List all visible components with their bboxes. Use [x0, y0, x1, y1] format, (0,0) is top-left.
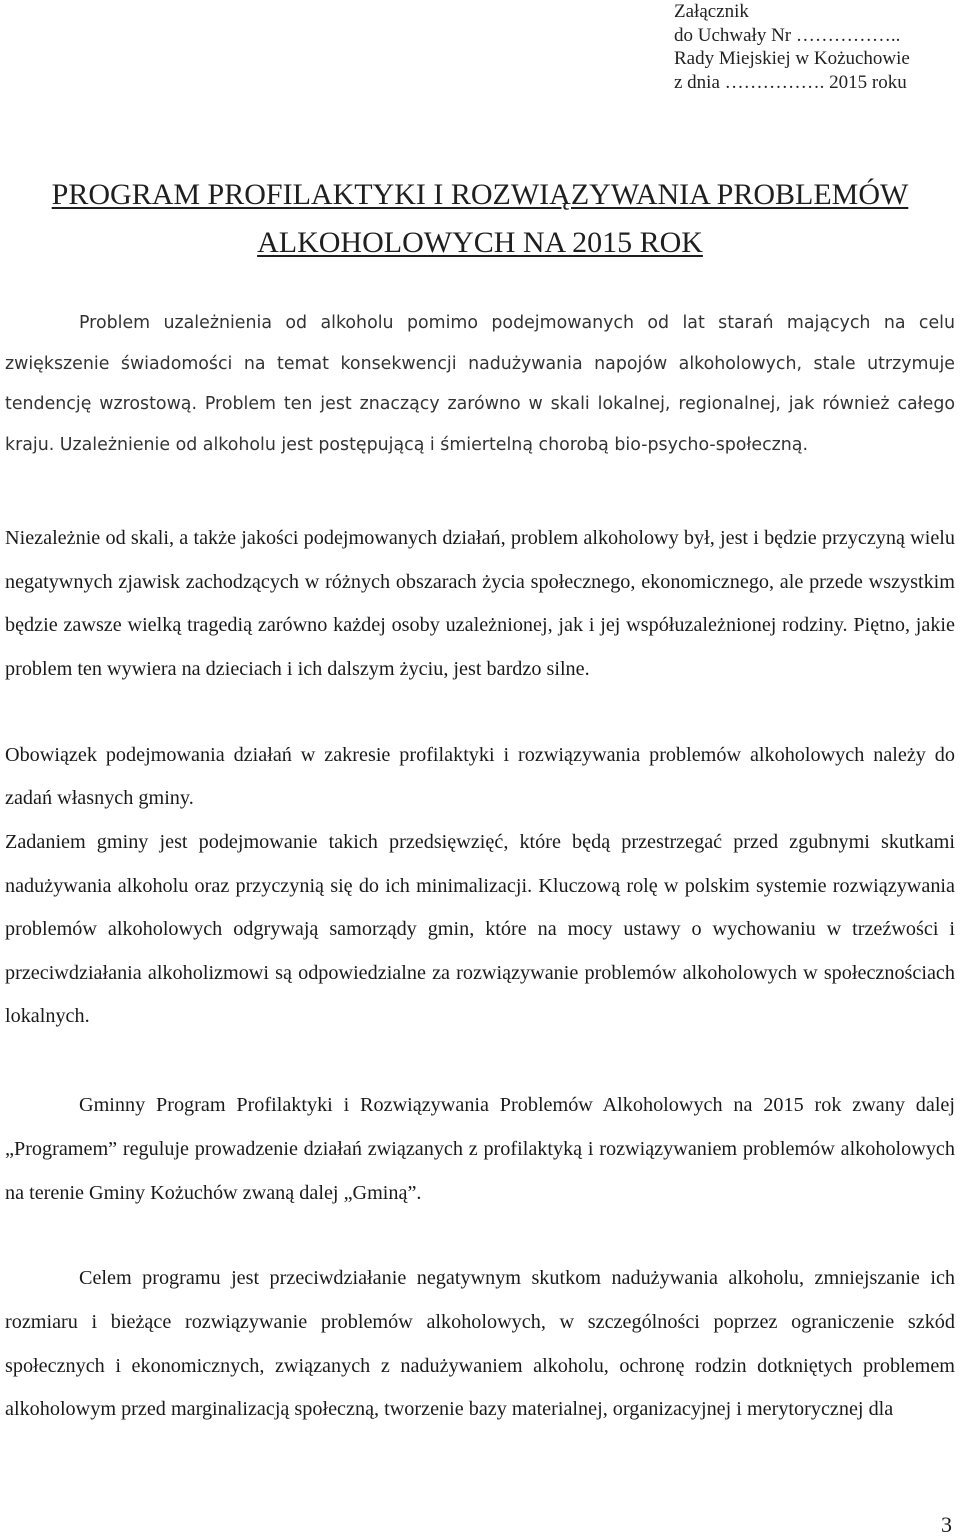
- header-line-attachment: Załącznik: [674, 1, 749, 22]
- title-line-2: ALKOHOLOWYCH NA 2015 ROK: [257, 226, 703, 259]
- paragraph-intro-text: Problem uzależnienia od alkoholu pomimo podejmowanych od lat starań mających na celu zwiększenie świadomości na temat konsekwencji nadużywania napojów alkoholowych, stale utrzymuje tendencję wzrostową. Problem ten jest znaczący zarówno w skali lokalnej, regionalnej, jak również całego kraju. Uzależnienie od alkoholu jest postępującą i śmiertelną chorobą bio-psycho-społeczną.: [5, 313, 955, 455]
- paragraph-program-text: Gminny Program Profilaktyki i Rozwiązywania Problemów Alkoholowych na 2015 rok zwany dalej „Programem” reguluje prowadzenie działań związanych z profilaktyką i rozwiązywaniem problemów alkoholowych na terenie Gminy Kożuchów zwaną dalej „Gminą”.: [5, 1094, 955, 1204]
- header-line-date: z dnia ……………. 2015 roku: [674, 71, 907, 93]
- paragraph-intro: [5, 303, 955, 465]
- header-line-council: Rady Miejskiej w Kożuchowie: [674, 48, 910, 69]
- paragraph-goal: [5, 1257, 955, 1432]
- attachment-header: [674, 0, 960, 94]
- paragraph-program: [5, 1083, 955, 1215]
- page-number: 3: [941, 1512, 952, 1537]
- paragraph-scale: Niezależnie od skali, a także jakości podejmowanych działań, problem alkoholowy był, jest i będzie przyczyną wielu negatywnych zjawisk zachodzących w różnych obszarach życia społecznego, ekonomicznego, ale przede wszystkim będzie zawsze wielką tragedią zarówno każdej osoby uzależnionej, jak i jej współuzależnionej rodziny. Piętno, jakie problem ten wywiera na dzieciach i ich dalszym życiu, jest bardzo silne.: [5, 527, 955, 680]
- paragraph-goal-text: Celem programu jest przeciwdziałanie negatywnym skutkom nadużywania alkoholu, zmniejszanie ich rozmiaru i bieżące rozwiązywanie problemów alkoholowych, w szczególności poprzez ograniczenie szkód społecznych i ekonomicznych, związanych z nadużywaniem alkoholu, ochronę rodzin dotkniętych problemem alkoholowym przed marginalizacją społeczną, tworzenie bazy materialnej, organizacyjnej i merytorycznej dla: [5, 1267, 955, 1421]
- document-title: [0, 171, 960, 267]
- paragraph-obligation: Obowiązek podejmowania działań w zakresie profilaktyki i rozwiązywania problemów alkoholowych należy do zadań własnych gminy.: [5, 744, 955, 810]
- header-line-resolution: do Uchwały Nr ……………..: [674, 24, 901, 46]
- paragraph-municipal-task: Zadaniem gminy jest podejmowanie takich przedsięwzięć, które będą przestrzegać przed zgubnymi skutkami nadużywania alkoholu oraz przyczynią się do ich minimalizacji. Kluczową rolę w polskim systemie rozwiązywania problemów alkoholowych odgrywają samorządy gmin, które na mocy ustawy o wychowaniu w trzeźwości i przeciwdziałania alkoholizmowi są odpowiedzialne za rozwiązywanie problemów alkoholowych w społecznościach lokalnych.: [5, 831, 955, 1028]
- title-line-1: PROGRAM PROFILAKTYKI I ROZWIĄZYWANIA PROBLEMÓW: [51, 178, 909, 211]
